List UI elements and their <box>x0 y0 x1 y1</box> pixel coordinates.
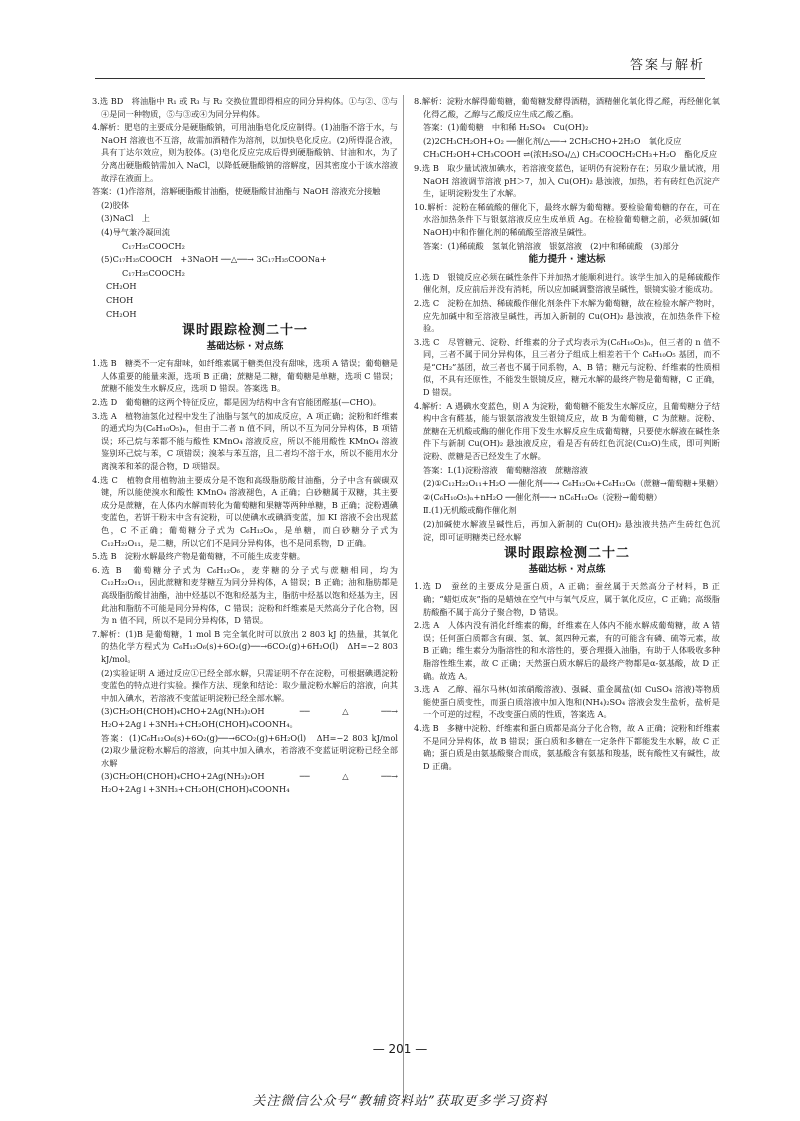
right-block-1 <box>414 95 720 252</box>
right-block-2 <box>414 271 723 543</box>
formula-line: C₁₇H₃₅COOCH₂ <box>122 267 185 278</box>
answer-item: 10.解析：淀粉在稀硫酸的催化下，最终水解为葡萄糖。要检验葡萄糖的存在，可在水浴加热条件下与银氨溶液反应生成单质 Ag。在检验葡萄糖之前，必须加碱(如 NaOH)中和作催化剂的稀硫酸至溶液呈碱性。 <box>414 201 720 237</box>
answer-item: (3)NaCl 上 <box>101 213 150 224</box>
answer-item: (2)2CH₃CH₂OH+O₂ ──催化剂/△──→ 2CH₃CHO+2H₂O 氧化反应 <box>423 135 682 146</box>
formula-line: (5)C₁₇H₃₅COOCH +3NaOH ──△──→ 3C₁₇H₃₅COONa+ <box>101 254 327 265</box>
answer-item: 3.选 A 乙醇、福尔马林(如浓硝酸溶液)、强碱、重金属盐(如 CuSO₄ 溶液)等物质能使蛋白质变性，而蛋白质溶液中加入饱和(NH₄)₂SO₄ 溶液会发生盐析，盐析是一个可逆的过程，不改变蛋白质的性质，答案选 A。 <box>414 684 720 720</box>
answer-item: 答案：Ⅰ.(1)淀粉溶液 葡萄糖溶液 蔗糖溶液 <box>423 464 588 475</box>
answer-item: (3)CH₂OH(CHOH)₄CHO+2Ag(NH₃)₂OH ──△──→ H₂O+2Ag↓+3NH₃+CH₂OH(CHOH)₄COONH₄ <box>101 771 398 794</box>
footer-note: 关注微信公众号“教辅资料站”获取更多学习资料 <box>252 1094 548 1109</box>
answer-item: 4.解析：肥皂的主要成分是硬脂酸钠，可用油脂皂化反应制得。(1)油脂不溶于水，与 NaOH 溶液也不互溶，故需加酒精作为溶剂，以加快皂化反应。(2)所得混合液，具有丁达尔效应，则为胶体。(3)皂化反应完成后得到硬脂酸钠、甘油和水，为了分离出硬脂酸钠需加入 NaCl，以降低硬脂酸钠的溶解度，因其密度小于该水溶液故浮在液面上。 <box>92 122 398 183</box>
answer-item: 6.选 B 葡萄糖分子式为 C₆H₁₂O₆，麦芽糖的分子式与蔗糖相同，均为 C₁₂H₂₂O₁₁，因此蔗糖和麦芽糖互为同分异构体，A 错误；B 正确；油和脂肪都是高级脂肪酸甘油酯，油中烃基以不饱和烃基为主，脂肪中烃基以饱和烃基为主，因此油和脂肪不可能是同分异构体，C 错误；淀粉和纤维素是天然高分子化合物，因为 n 值不同，所以不是同分异构体，D 错误。 <box>92 564 398 626</box>
header-title: 答案与解析 <box>629 58 705 73</box>
answer-item: (2)胶体 <box>101 199 129 210</box>
answer-item: 1.选 D 蚕丝的主要成分是蛋白质，A 正确；蚕丝属于天然高分子材料，B 正确；“蜡炬成灰”指的是蜡烛在空气中与氧气反应，属于氧化反应，C 正确；高级脂肪酸酯不属于高分子聚合物，D 错误。 <box>414 581 720 617</box>
answer-item: 7.解析：(1)B 是葡萄糖，1 mol B 完全氧化时可以放出 2 803 kJ 的热量，其氧化的热化学方程式为 C₆H₁₂O₆(s)+6O₂(g)──→6CO₂(g)+6H₂O(l) ΔH=−2 803 kJ/mol。 <box>92 628 398 664</box>
answer-item: 答案：(1)葡萄糖 中和稀 H₂SO₄ Cu(OH)₂ <box>423 122 589 133</box>
answer-item: 1.选 B 糖类不一定有甜味，如纤维素属于糖类但没有甜味，选项 A 错误；葡萄糖是人体重要的能量来源，选项 B 正确；蔗糖是二糖，葡萄糖是单糖，选项 C 错误；蔗糖不能发生水解反应，选项 D 错误。答案选 B。 <box>92 358 398 394</box>
answer-item: 1.选 D 银镜反应必须在碱性条件下并加热才能顺利进行。该学生加入的是稀硫酸作催化剂，反应前后并没有消耗，所以应加碱调整溶液呈碱性，银镜实验才能成功。 <box>414 271 720 295</box>
left-block-2 <box>92 357 407 795</box>
formula-line: CH₂OH <box>106 308 137 319</box>
answer-item: 4.选 C 植物食用植物油主要成分是不饱和高级脂肪酸甘油酯，分子中含有碳碳双键，所以能使溴水和酸性 KMnO₄ 溶液褪色，A 正确；白砂糖属于双糖，其主要成分是蔗糖，在人体内水解而转化为葡萄糖和果糖等两种单糖，B 正确；淀粉遇碘变蓝色，若饼干粉末中含有淀粉，可以使碘水或碘酒变蓝，加 KI 溶液不会出现蓝色，C 不正确；葡萄糖分子式为 C₆H₁₂O₆，是单糖，而白砂糖分子式为 C₁₂H₂₂O₁₁，是二糖，所以它们不是同分异构体，也不是同系物，D 正确。 <box>92 474 398 548</box>
section-title: 课时跟踪检测二十二 <box>503 546 630 562</box>
answer-item: 2.选 C 淀粉在加热、稀硫酸作催化剂条件下水解为葡萄糖，故在检验水解产物时，应先加碱中和至溶液呈碱性，再加入新制的 Cu(OH)₂ 悬浊液，在加热条件下检验。 <box>414 297 720 334</box>
answer-item: 4.选 B 多糖中淀粉、纤维素和蛋白质都是高分子化合物，故 A 正确；淀粉和纤维素不是同分异构体，故 B 错误；蛋白质和多糖在一定条件下都能发生水解，故 C 正确；蛋白质是由氨基酸聚合而成，氨基酸含有氨基和羧基，既有酸性又有碱性，故 D 正确。 <box>414 722 720 771</box>
left-block-1 <box>92 95 398 320</box>
formula-line: CH₂OH <box>106 281 137 292</box>
answer-item: 3.选 BD 将油脂中 R₁ 或 R₃ 与 R₂ 交换位置即得相应的同分异构体。①与②、③与④是同一种物质，⑤与③或④为同分异构体。 <box>92 96 398 119</box>
answer-item: CH₃CH₂OH+CH₃COOH ⇌(浓H₂SO₄/△) CH₃COOCH₂CH₃+H₂O 酯化反应 <box>423 149 718 160</box>
answer-item: 2.选 A 人体内没有消化纤维素的酶，纤维素在人体内不能水解成葡萄糖，故 A 错误；任何蛋白质都含有碳、氢、氧、氮四种元素，有的可能含有磷、硫等元素，故 B 正确；维生素分为脂溶性的和水溶性的，要合理摄入油脂，有助于人体吸收多种脂溶性维生素，故 C 正确；天然蛋白质水解后的最终产物都是α-氨基酸，故 D 正确。故选 A。 <box>414 620 720 681</box>
right-column <box>414 95 723 773</box>
formula-line: CHOH <box>106 294 134 305</box>
section-title: 课时跟踪检测二十一 <box>181 323 308 339</box>
answer-item: (2)实验证明 A 通过反应①已经全部水解，只需证明不存在淀粉，可根据碘遇淀粉变蓝色的特点进行实验。操作方法、现象和结论：取少量淀粉水解后的溶液，向其中加入碘水，若溶液不变蓝证明淀粉已经全部水解。 <box>101 667 398 703</box>
formula-line: C₁₇H₃₅COOCH₂ <box>122 240 185 251</box>
left-column <box>92 95 407 796</box>
section-subtitle: 基础达标 · 对点练 <box>206 340 284 352</box>
answer-item: 9.选 B 取少量试液加碘水，若溶液变蓝色，证明仍有淀粉存在；另取少量试液，用 NaOH 溶液调节溶液 pH＞7，加入 Cu(OH)₂ 悬浊液，加热，若有砖红色沉淀产生，证明淀粉发生了水解。 <box>414 162 720 199</box>
answer-item: Ⅱ.(1)无机酸或酶作催化剂 <box>423 505 517 516</box>
answer-item: 答案：(1)C₆H₁₂O₆(s)+6O₂(g)──→6CO₂(g)+6H₂O(l) ΔH=−2 803 kJ/mol (2)取少量淀粉水解后的溶液，向其中加入碘水，若溶液不变蓝证明淀粉已经全部水解 <box>101 732 407 768</box>
answer-item: (2)①C₁₂H₂₂O₁₁+H₂O ──催化剂──→ C₆H₁₂O₆+C₆H₁₂O₆（蔗糖→葡萄糖+果糖） <box>423 478 723 489</box>
answer-item: 答案：(1)作溶剂，溶解硬脂酸甘油酯，使硬脂酸甘油酯与 NaOH 溶液充分接触 <box>92 186 381 197</box>
answer-item: 3.选 A 植物油氢化过程中发生了油脂与氢气的加成反应，A 项正确；淀粉和纤维素的通式均为(C₆H₁₀O₅)ₙ，但由于二者 n 值不同，所以不互为同分异构体，B 项错误；环己烷与苯都不能与酸性 KMnO₄ 溶液反应，所以不能用酸性 KMnO₄ 溶液鉴别环己烷与苯，C 项错误；溴苯与苯互溶，且二者均不溶于水，所以不能用水分离溴苯和苯的混合物，D 项错误。 <box>92 410 398 472</box>
answer-item: 5.选 B 淀粉水解最终产物是葡萄糖，不可能生成麦芽糖。 <box>92 551 305 562</box>
answer-item: 3.选 C 尽管糖元、淀粉、纤维素的分子式均表示为(C₆H₁₀O₅)ₙ，但三者的 n 值不同，三者不属于同分异构体，且三者分子组成上相差若干个 C₆H₁₀O₅ 基团，而不是“CH₂”基团，故三者也不属于同系物，A、B 错；糖元与淀粉、纤维素的性质相似，不具有还原性，不能发生银镜反应，糖元水解的最终产物是葡萄糖，C 正确，D 错误。 <box>414 336 720 398</box>
column-divider <box>403 95 404 1097</box>
section-subtitle: 基础达标 · 对点练 <box>528 563 606 575</box>
answer-item: 4.解析：A 遇碘水变蓝色，则 A 为淀粉，葡萄糖不能发生水解反应，且葡萄糖分子结构中含有醛基，能与银氨溶液发生银镜反应，故 B 为葡萄糖，C 为蔗糖。淀粉、蔗糖在无机酸或酶的催化作用下发生水解反应生成葡萄糖，只要使水解液在碱性条件下与新制 Cu(OH)₂ 悬浊液反应，看是否有砖红色沉淀(Cu₂O)生成，即可判断淀粉、蔗糖是否已经发生了水解。 <box>414 400 720 462</box>
answer-item: (3)CH₂OH(CHOH)₄CHO+2Ag(NH₃)₂OH ──△──→ H₂O+2Ag↓+3NH₃+CH₂OH(CHOH)₄COONH₄。 <box>101 706 398 729</box>
answer-item: 答案：(1)稀硫酸 氢氧化钠溶液 银氨溶液 (2)中和稀硫酸 (3)部分 <box>423 240 679 251</box>
page-number: — 201 — <box>372 1042 428 1056</box>
answer-item: (4)导气兼冷凝回流 <box>101 226 170 237</box>
answer-item: 8.解析：淀粉水解得葡萄糖，葡萄糖发酵得酒精，酒精催化氧化得乙醛，再经催化氧化得乙酸，乙醇与乙酸反应生成乙酸乙酯。 <box>414 96 720 119</box>
answer-item: 2.选 D 葡萄糖的这两个特征反应，都是因为结构中含有官能团醛基(—CHO)。 <box>92 397 382 408</box>
page-header <box>95 52 705 79</box>
section-subtitle: 能力提升 · 速达标 <box>528 254 606 266</box>
answer-item: ②(C₆H₁₀O₅)ₙ+nH₂O ──催化剂──→ nC₆H₁₂O₆（淀粉→葡萄糖） <box>423 491 662 502</box>
answer-item: (2)加碱使水解液呈碱性后，再加入新制的 Cu(OH)₂ 悬浊液共热产生砖红色沉淀，即可证明糖类已经水解 <box>423 519 720 542</box>
right-block-3 <box>414 580 720 772</box>
